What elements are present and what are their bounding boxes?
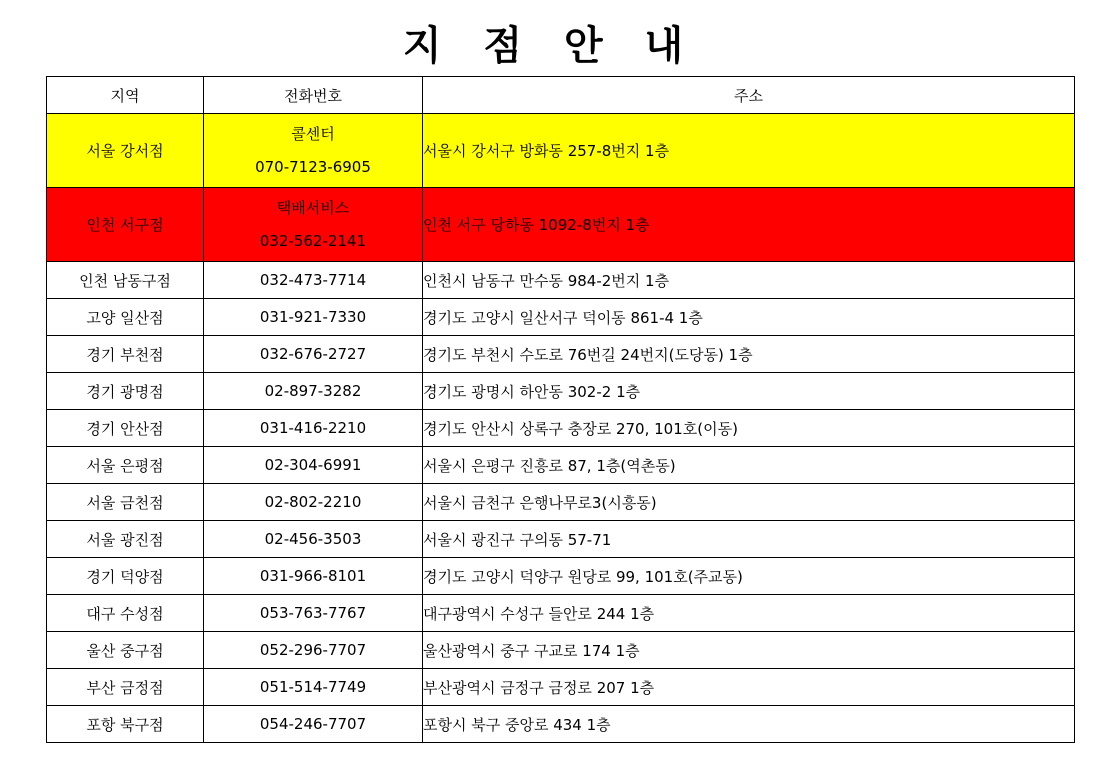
page-title: 지 점 안 내 <box>402 23 698 69</box>
phone-cell: 02-897-3282 <box>204 373 423 410</box>
phone-cell: 031-921-7330 <box>204 299 423 336</box>
table-row <box>47 299 1075 336</box>
phone-number: 070-7123-6905 <box>255 157 371 176</box>
region-cell: 울산 중구점 <box>47 632 204 669</box>
header-address: 주소 <box>423 77 1075 114</box>
address-cell: 경기도 고양시 일산서구 덕이동 861-4 1층 <box>423 299 1075 336</box>
table-row <box>47 188 1075 262</box>
region-cell: 경기 안산점 <box>47 410 204 447</box>
table-row <box>47 373 1075 410</box>
address-cell: 경기도 광명시 하안동 302-2 1층 <box>423 373 1075 410</box>
address-cell: 서울시 광진구 구의동 57-71 <box>423 521 1075 558</box>
table-row <box>47 447 1075 484</box>
table-row <box>47 558 1075 595</box>
address-cell: 대구광역시 수성구 들안로 244 1층 <box>423 595 1075 632</box>
table-body <box>47 114 1075 743</box>
table-row <box>47 336 1075 373</box>
address-cell: 인천시 남동구 만수동 984-2번지 1층 <box>423 262 1075 299</box>
table-row <box>47 521 1075 558</box>
region-cell: 경기 광명점 <box>47 373 204 410</box>
table-row <box>47 114 1075 188</box>
region-cell: 서울 강서점 <box>47 114 204 188</box>
phone-cell: 02-802-2210 <box>204 484 423 521</box>
branch-table <box>46 76 1075 743</box>
table-row <box>47 595 1075 632</box>
region-cell: 고양 일산점 <box>47 299 204 336</box>
address-cell: 울산광역시 중구 구교로 174 1층 <box>423 632 1075 669</box>
table-row <box>47 410 1075 447</box>
address-cell: 서울시 강서구 방화동 257-8번지 1층 <box>423 114 1075 188</box>
phone-cell: 02-304-6991 <box>204 447 423 484</box>
phone-label: 택배서비스 <box>276 198 350 217</box>
phone-cell: 032-473-7714 <box>204 262 423 299</box>
phone-cell <box>204 188 423 262</box>
address-cell: 서울시 은평구 진흥로 87, 1층(역촌동) <box>423 447 1075 484</box>
phone-cell: 053-763-7767 <box>204 595 423 632</box>
region-cell: 서울 은평점 <box>47 447 204 484</box>
address-cell: 부산광역시 금정구 금정로 207 1층 <box>423 669 1075 706</box>
region-cell: 서울 광진점 <box>47 521 204 558</box>
phone-label: 콜센터 <box>291 124 335 143</box>
table-row <box>47 706 1075 743</box>
address-cell: 경기도 고양시 덕양구 원당로 99, 101호(주교동) <box>423 558 1075 595</box>
region-cell: 경기 덕양점 <box>47 558 204 595</box>
address-cell: 경기도 안산시 상록구 충장로 270, 101호(이동) <box>423 410 1075 447</box>
phone-number: 032-562-2141 <box>259 231 367 250</box>
table-header-row <box>47 77 1075 114</box>
table-row <box>47 262 1075 299</box>
phone-cell: 031-966-8101 <box>204 558 423 595</box>
phone-cell: 02-456-3503 <box>204 521 423 558</box>
table-row <box>47 669 1075 706</box>
address-cell: 인천 서구 당하동 1092-8번지 1층 <box>423 188 1075 262</box>
phone-cell: 054-246-7707 <box>204 706 423 743</box>
table-row <box>47 484 1075 521</box>
region-cell: 서울 금천점 <box>47 484 204 521</box>
region-cell: 부산 금정점 <box>47 669 204 706</box>
address-cell: 포항시 북구 중앙로 434 1층 <box>423 706 1075 743</box>
phone-cell: 032-676-2727 <box>204 336 423 373</box>
phone-cell: 031-416-2210 <box>204 410 423 447</box>
address-cell: 경기도 부천시 수도로 76번길 24번지(도당동) 1층 <box>423 336 1075 373</box>
header-phone: 전화번호 <box>204 77 423 114</box>
phone-cell: 051-514-7749 <box>204 669 423 706</box>
region-cell: 인천 남동구점 <box>47 262 204 299</box>
region-cell: 경기 부천점 <box>47 336 204 373</box>
region-cell: 인천 서구점 <box>47 188 204 262</box>
table-row <box>47 632 1075 669</box>
region-cell: 포항 북구점 <box>47 706 204 743</box>
region-cell: 대구 수성점 <box>47 595 204 632</box>
phone-cell: 052-296-7707 <box>204 632 423 669</box>
header-region: 지역 <box>47 77 204 114</box>
phone-cell <box>204 114 423 188</box>
address-cell: 서울시 금천구 은행나무로3(시흥동) <box>423 484 1075 521</box>
